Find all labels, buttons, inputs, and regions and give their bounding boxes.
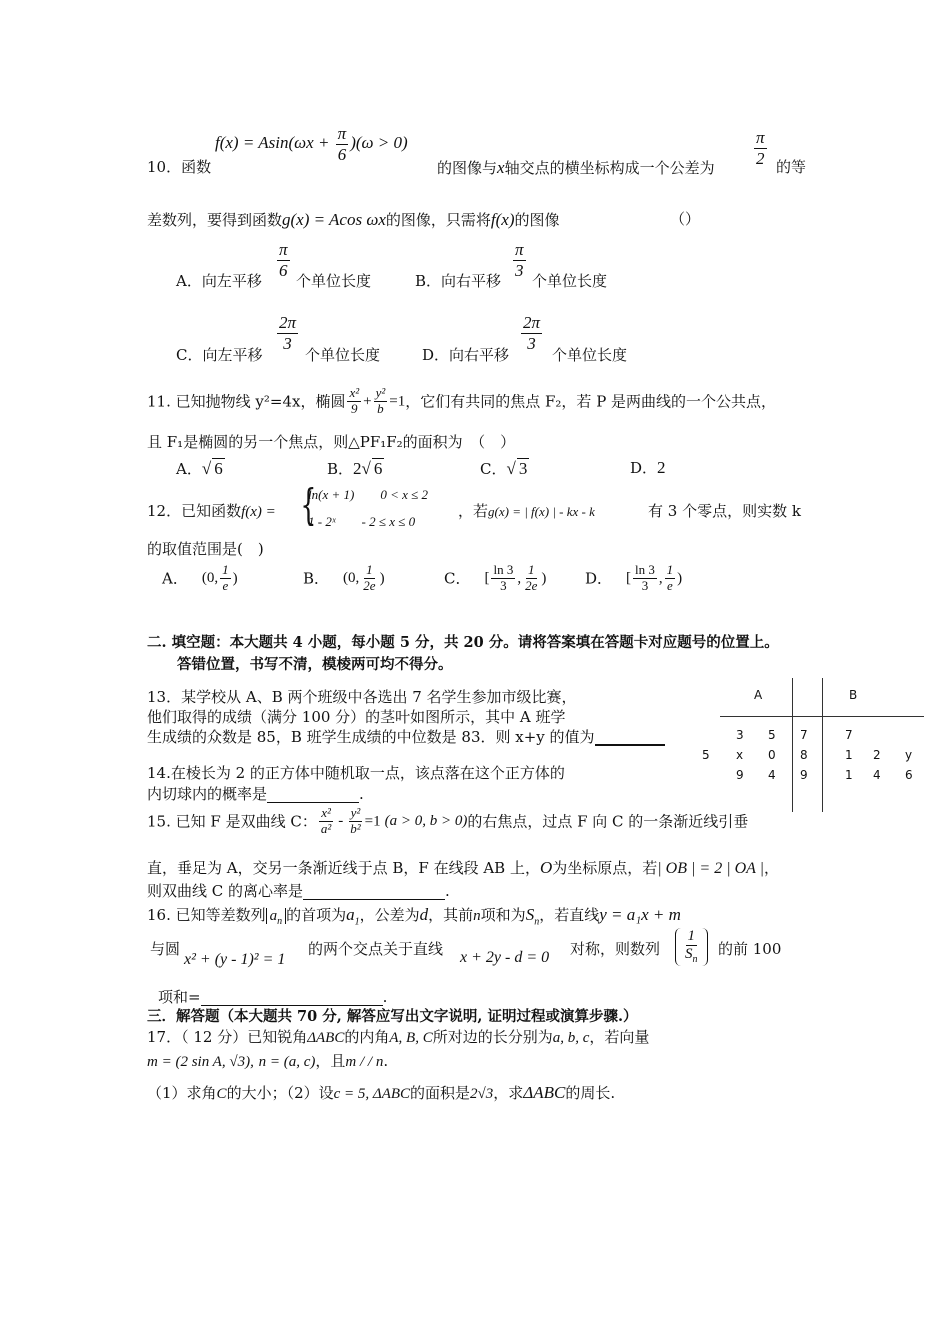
q11-option-b: B．2√ 6	[327, 459, 383, 478]
q11-option-c: C．√ 3	[480, 459, 528, 478]
leaf-a: 4	[768, 768, 776, 782]
q15-line2: 直，垂足为 A，交另一条渐近线于点 B，F 在线段 AB 上，O为坐标原点，若| OB | = 2 | OA |，	[147, 858, 780, 877]
leaf-b: 6	[905, 768, 913, 782]
q16-line2b: 的两个交点关于直线	[308, 940, 444, 958]
q10-period-fraction: $\frac{\pi}{2}$	[756, 128, 765, 168]
q12-option-b: B． (0, $\frac{1}{2e}$ )	[303, 562, 385, 593]
q16-line2c: 对称，则数列	[570, 940, 661, 958]
q16-sequence: $\frac{1}{S_n}$	[675, 928, 708, 966]
q17-line2: m = (2 sin A, √3), n = (a, c)，且m / / n.	[147, 1052, 389, 1070]
q13-line2: 他们取得的成绩（满分 100 分）的茎叶如图所示，其中 A 班学	[147, 708, 566, 726]
q12-line2: 的取值范围是( )	[147, 540, 264, 558]
q17-line1: 17．（ 12 分）已知锐角ΔABC的内角A, B, C所对边的长分别为a, b, c，若向量	[147, 1028, 650, 1046]
stem-value: 8	[800, 748, 808, 762]
leaf-a: 5	[768, 728, 776, 742]
q16-line2a: 与圆	[150, 940, 181, 958]
q10-option-c: C．向左平移	[176, 346, 263, 364]
section3-title: 三．解答题（本大题共 70 分, 解答应写出文字说明, 证明过程或演算步骤.）	[147, 1008, 638, 1025]
q16-line1: 16. 已知等差数列 $a_n$ 的首项为$a_1$，公差为d，其前n项和为$S_n$，若直线y = a₁x + m	[147, 905, 681, 928]
q15-line1: 15. 已知 F 是双曲线 C： $\frac{\text{x²}}{\text{a²}}$ - $\frac{\text{y²}}{\text{b²}}$ =1 (a > 0, b > 0)的右焦点，过点 F 向 C 的一条渐近线引垂	[147, 805, 749, 836]
q10-line2: 差数列，要得到函数g(x) = Acos ωx的图像，只需将f(x)的图像	[147, 210, 560, 229]
q10-option-a: A．向左平移	[176, 272, 262, 290]
q14-line2: 内切球内的概率是 .	[147, 785, 364, 803]
q10-option-a-post: 个单位长度	[296, 272, 372, 290]
q10-text: 的图像与x轴交点的横坐标构成一个公差为	[437, 158, 715, 177]
q11-line2: 且 F₁是椭圆的另一个焦点，则△PF₁F₂的面积为 （ ）	[147, 433, 516, 451]
leaf-a: 0	[768, 748, 776, 762]
q10-option-b-frac: $\frac{\pi}{3}$	[515, 240, 524, 280]
leaf-b: 7	[845, 728, 853, 742]
q12-brace: {	[300, 480, 317, 529]
stem-header-a: A	[754, 688, 763, 702]
q10-option-a-frac: $\frac{\pi}{6}$	[279, 240, 288, 280]
q14-line1: 14.在棱长为 2 的正方体中随机取一点，该点落在这个正方体的	[147, 764, 565, 782]
q16-line-eq: x + 2y - d = 0	[460, 949, 550, 966]
q12-option-d: D． [ $\frac{\ln 3}{3}$ , $\frac{1}{e}$ )	[585, 562, 683, 593]
leaf-b: 2	[873, 748, 881, 762]
q11-option-a: A．√ 6	[176, 459, 223, 478]
leaf-b: 1	[845, 748, 853, 762]
q10-text-end: 的等	[776, 158, 807, 176]
leaf-b: 1	[845, 768, 853, 782]
q10-answer-paren: （）	[670, 210, 701, 228]
q11-option-d: D．2	[630, 458, 666, 477]
q17-line3: （1）求角C的大小；（2）设c = 5, ΔABC的面积是2√3，求ΔABC的周长.	[147, 1083, 616, 1102]
q12-post: 有 3 个零点，则实数 k	[648, 502, 801, 520]
q12-middle: ，若g(x) = | f(x) | - kx - k	[458, 502, 595, 520]
section2-title: 二. 填空题：本大题共 4 小题，每小题 5 分，共 20 分。请将答案填在答题卡对应题号的位置上。	[147, 634, 779, 651]
leaf-a: 9	[736, 768, 744, 782]
leaf-a: 5	[702, 748, 710, 762]
leaf-a: x	[736, 748, 744, 762]
q10-option-b-post: 个单位长度	[532, 272, 608, 290]
q12-option-a: A． (0, $\frac{1}{e}$ )	[162, 562, 238, 593]
q13-line3: 生成绩的众数是 85，B 班学生成绩的中位数是 83．则 x+y 的值为	[147, 728, 665, 746]
q12-prefix: 12．已知函数f(x) =	[147, 502, 276, 520]
q16-line2d: 的前 100	[718, 940, 782, 958]
q12-case1: ln(x + 1) 0 < x ≤ 2	[308, 487, 428, 502]
stem-value: 9	[800, 768, 808, 782]
q10-option-d: D．向右平移	[422, 346, 510, 364]
q13-line1: 13．某学校从 A、B 两个班级中各选出 7 名学生参加市级比赛，	[147, 688, 577, 706]
q12-case2: 1 - 2ˣ - 2 ≤ x ≤ 0	[308, 514, 416, 529]
q10-option-c-frac: $\frac{2\pi}{3}$	[279, 313, 297, 353]
q10-number: 10．函数	[147, 158, 212, 176]
leaf-a: 3	[736, 728, 744, 742]
q10-function: f(x) = Asin(ωx + $\frac{\pi}{6}$ )(ω > 0)	[215, 124, 408, 164]
q11-line1: 11. 已知抛物线 y²=4x，椭圆 $\frac{\text{x²}}{9}$ + $\frac{\text{y²}}{b}$ =1，它们有共同的焦点 F₂，若 P 是两曲线的一个公共点，	[147, 385, 777, 416]
leaf-a: 7	[800, 728, 808, 742]
q10-option-c-post: 个单位长度	[305, 346, 381, 364]
stem-header-b: B	[849, 688, 858, 702]
q15-line3: 则双曲线 C 的离心率是 .	[147, 882, 450, 900]
q10-option-b: B．向右平移	[415, 272, 502, 290]
q10-option-d-frac: $\frac{2\pi}{3}$	[523, 313, 541, 353]
section2-note: 答错位置，书写不清，模棱两可均不得分。	[177, 656, 453, 673]
q10-option-d-post: 个单位长度	[552, 346, 628, 364]
leaf-b: y	[905, 748, 913, 762]
q16-circle: x² + (y - 1)² = 1	[184, 951, 286, 968]
q16-line3: 项和= .	[158, 988, 388, 1006]
leaf-b: 4	[873, 768, 881, 782]
q12-option-c: C． [ $\frac{\ln 3}{3}$ , $\frac{1}{2e}$ )	[444, 562, 547, 593]
